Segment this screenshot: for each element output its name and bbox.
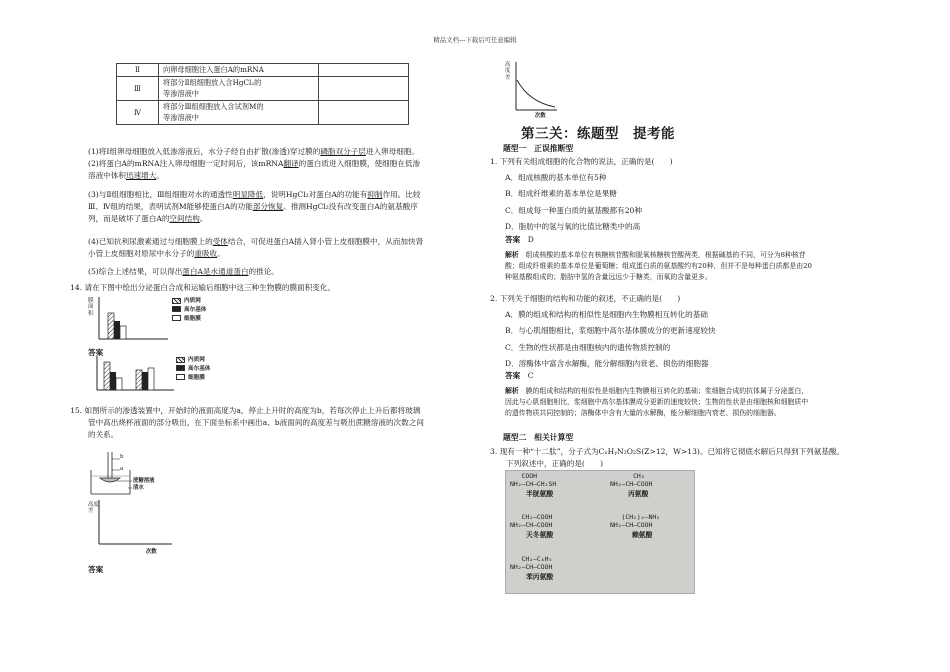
bar-golgi-after	[142, 372, 148, 390]
label-b: b	[120, 454, 124, 460]
answer-paragraph-1: (1)将Ⅰ组卵母细胞放入低渗溶液后，水分子经自由扩散(渗透)穿过膜的磷脂双分子层进入卵母细胞。	[88, 147, 420, 156]
question-2: 2. 下列关于细胞的结构和功能的叙述，不正确的是( )	[490, 294, 681, 303]
bar-er	[108, 313, 114, 339]
option: C．组成每一种蛋白质的氨基酸都有20种	[505, 205, 642, 215]
bar-golgi	[114, 321, 120, 339]
membrane-chart-answer	[88, 356, 238, 394]
axis-ylabel: 高度差	[88, 502, 99, 515]
section-title: 第三关：练题型 提考能	[521, 126, 675, 142]
option: D．溶酶体中富含水解酶，能分解细胞内衰老、损伤的细胞器	[505, 358, 709, 368]
q1-answer: 答案 D	[505, 235, 534, 244]
q2-options	[505, 307, 716, 372]
label-sucrose: 蔗糖溶液	[133, 478, 155, 484]
group-number: Ⅳ	[117, 101, 159, 125]
type-one-heading: 题型一 正误推断型	[503, 144, 574, 153]
page-header: 精品文档---下载后可任意编辑	[433, 36, 517, 44]
type-two-heading: 题型二 相关计算型	[503, 433, 574, 442]
amino-acid-lysine: (CH₂)₄—NH₂ NH₂—CH—COOH 赖氨酸	[610, 513, 661, 539]
group-result	[319, 101, 409, 125]
group-number: Ⅱ	[117, 64, 159, 77]
answer-curve-graph	[505, 62, 560, 122]
amino-acid-box	[505, 470, 695, 594]
bar-membrane-after	[148, 368, 154, 390]
bar-membrane-before	[116, 378, 122, 390]
amino-acid-cysteine: COOH NH₂—CH—CH₂SH 半胱氨酸	[510, 472, 557, 498]
q14-answer-label: 答案	[88, 348, 104, 357]
membrane-chart-filled	[96, 356, 176, 392]
option: C．生物的性状都是由细胞核内的遗传物质控制的	[505, 342, 671, 352]
graph-xlabel: 次数	[535, 113, 546, 119]
label-a: a	[120, 466, 124, 472]
table-row	[117, 64, 409, 77]
group-result	[319, 64, 409, 77]
group-number: Ⅲ	[117, 77, 159, 101]
amino-acid-alanine: CH₃ NH₂—CH—COOH 丙氨酸	[610, 472, 653, 498]
q2-explanation: 解析 膜的组成和结构的相似性是细胞内生物膜相互转化的基础；浆细胞合成的抗体属于分泌蛋白， 因此与心肌细胞相比，浆细胞中高尔基体膜成分更新的速度较快；生物的性状是由细胞核和细胞质中 的遗传物质共同控制的；溶酶体中含有大量的水解酶，能分解细胞内衰老、损伤的细胞器。	[505, 387, 809, 418]
option: B．组成纤维素的基本单位是果糖	[505, 189, 617, 199]
group-result	[319, 77, 409, 101]
answer-paragraph-5: (5)综合上述结果，可以得出蛋白A是水通道蛋白的推论。	[88, 267, 279, 276]
answer-paragraph-3: (3)与Ⅱ组细胞相比，Ⅲ组细胞对水的通透性明显降低，说明HgCl₂对蛋白A的功能有抑制作用。比较 Ⅲ、Ⅳ组的结果，表明试剂M能够使蛋白A的功能部分恢复。推测HgCl₂没有改变蛋白A的氨基酸序 列，而是破坏了蛋白A的空间结构。	[88, 190, 421, 223]
decay-curve	[515, 62, 559, 112]
answer-paragraph-2: (2)将蛋白A的mRNA注入卵母细胞一定时间后，该mRNA翻译的蛋白质进入细胞膜，使细胞在低渗 溶液中体积迅速增大。	[88, 159, 421, 180]
option: A．膜的组成和结构的相似性是细胞内生物膜相互转化的基础	[505, 310, 708, 319]
option: B．与心肌细胞相比，浆细胞中高尔基体膜成分的更新速度较快	[505, 326, 716, 336]
osmosis-apparatus	[88, 452, 168, 496]
label-water: 清水	[133, 485, 144, 491]
q1-options	[505, 170, 642, 235]
experiment-table	[116, 63, 409, 125]
question-15: 15. 如图所示的渗透装置中，开始时的液面高度为a，停止上升时的高度为b，若每次停止上升后都将玻璃 管中高出烧杯液面的部分吸出，在下面坐标系中画出a、b液面间的高度差与吸出蔗糖溶液的次数之间 的关系。	[70, 406, 424, 439]
osmosis-diagram	[88, 452, 168, 496]
option: D．脂肪中的氢与氧的比值比糖类中的高	[505, 221, 641, 231]
bar-golgi-before	[110, 372, 116, 390]
empty-axes	[98, 500, 174, 546]
amino-acid-phenylalanine: CH₂—C₆H₅ NH₂—CH—COOH 苯丙氨酸	[510, 555, 554, 581]
table-row	[117, 77, 409, 101]
table-row	[117, 101, 409, 125]
chart-ylabel: 膜面积	[88, 298, 94, 317]
membrane-chart-question	[88, 297, 228, 345]
chart-legend-answer: 内质网 高尔基体 细胞膜	[176, 356, 210, 383]
bar-membrane	[120, 326, 126, 339]
group-treatment: 将部分Ⅲ组细胞放入含试剂M的 等渗溶液中	[159, 101, 319, 125]
bar-er-after	[136, 370, 142, 390]
axis-xlabel: 次数	[146, 549, 157, 555]
q1-explanation: 解析 组成核酸的基本单位有核糖核苷酸和脱氧核糖核苷酸两类，根据碱基的不同，可分为8种核苷 酸；组成纤维素的基本单位是葡萄糖；组成蛋白质的氨基酸约有20种，但并不是每种蛋白质都是由20 种氨基酸组成的；脂肪中氢的含量远远少于糖类，而氧的含量更多。	[505, 251, 812, 282]
question-1: 1. 下列有关组成细胞的化合物的说法，正确的是( )	[490, 157, 673, 166]
question-14: 14. 请在下图中绘出分泌蛋白合成和运输后细胞中这三种生物膜的膜面积变化。	[70, 283, 336, 292]
question-3: 3. 现有一种“十二肽”，分子式为CₓHᵧN₂O₂S(Z>12，W>13)。已知将它彻底水解后只得到下列氨基酸。 下列叙述中，正确的是( )	[490, 447, 845, 468]
height-difference-axes	[88, 500, 178, 560]
membrane-chart-empty	[98, 297, 170, 341]
group-treatment: 将部分Ⅱ组细胞放入含HgCl₂的 等渗溶液中	[159, 77, 319, 101]
group-treatment: 向卵母细胞注入蛋白A的mRNA	[159, 64, 319, 77]
amino-acid-aspartate: CH₂—COOH NH₂—CH—COOH 天冬氨酸	[510, 513, 554, 539]
answer-paragraph-4: (4)已知抗利尿激素通过与细胞膜上的受体结合，可促进蛋白A插入肾小管上皮细胞膜中，从而加快肾 小管上皮细胞对原尿中水分子的重吸收。	[88, 237, 424, 258]
q2-answer: 答案 C	[505, 371, 534, 380]
graph-ylabel: 高度差	[505, 62, 511, 81]
chart-legend: 内质网 高尔基体 细胞膜	[172, 297, 206, 324]
q15-answer-label: 答案	[88, 565, 104, 574]
option: A．组成核酸的基本单位有5种	[505, 173, 607, 182]
bar-er-before	[104, 362, 110, 390]
